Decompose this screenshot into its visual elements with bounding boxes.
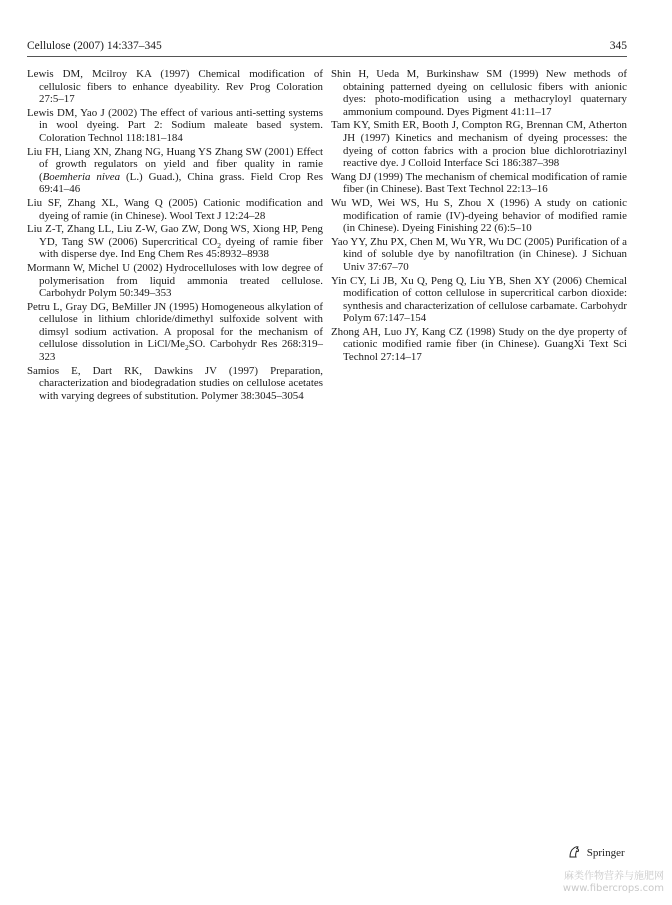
reference-entry: Wang DJ (1999) The mechanism of chemical modification of ramie fiber (in Chinese). Bast Text Technol 22:13–16 — [331, 170, 627, 196]
reference-text: Liu FH, Liang XN, Zhang NG, Huang YS Zhang SW (2001) Effect of growth regulators on yield and fiber quality in ramie ( — [27, 145, 323, 183]
species-name: Boemheria nivea — [42, 170, 121, 183]
watermark-site-name: 麻类作物营养与施肥网 — [564, 871, 664, 882]
reference-entry: Samios E, Dart RK, Dawkins JV (1997) Preparation, characterization and biodegradation studies on cellulose acetates with varying degrees of substitution. Polymer 38:3045–3054 — [27, 364, 323, 402]
reference-text: Petru L, Gray DG, BeMiller JN (1995) Homogeneous alkylation of cellulose in lithium chloride/dimethyl sulfoxide solvent with dimsyl sodium activation. A proposal for the mechanism of cellulose dissolution in LiCl/Me — [27, 300, 323, 351]
reference-entry: Tam KY, Smith ER, Booth J, Compton RG, Brennan CM, Atherton JH (1997) Kinetics and mechanism of dyeing processes: the dyeing of cotton fabrics with a procion blue dichlorotriazinyl reactive dye. J Colloid Interface Sci 186:387–398 — [331, 119, 627, 170]
running-header — [27, 38, 627, 54]
springer-horse-icon — [567, 845, 581, 859]
reference-entry — [27, 146, 323, 196]
references-left-column — [27, 68, 323, 403]
subscript: 2 — [217, 240, 221, 250]
watermark-url: www.fibercrops.com — [562, 883, 664, 894]
reference-text: (L.) Guad.), China grass. Field Crop Res 69:41–46 — [39, 170, 323, 196]
reference-entry: Shin H, Ueda M, Burkinshaw SM (1999) New methods of obtaining patterned dyeing on cellulosic fibers with anionic dyes: photo-modification using a methacryloyl quaternary ammonium compound. Dyes Pigment 41:11–17 — [331, 68, 627, 118]
references-right-column — [331, 68, 627, 365]
publisher-name: Springer — [586, 847, 625, 859]
reference-text: SO. Carbohydr Res 268:319–323 — [39, 338, 323, 364]
reference-entry — [27, 301, 323, 364]
reference-entry — [27, 223, 323, 261]
reference-entry: Yao YY, Zhu PX, Chen M, Wu YR, Wu DC (2005) Purification of a kind of soluble dye by nanofiltration (in Chinese). J Sichuan Univ 37:67–70 — [331, 235, 627, 273]
reference-text: Liu Z-T, Zhang LL, Liu Z-W, Gao ZW, Dong WS, Xiong HP, Peng YD, Tang SW (2006) Supercritical CO — [27, 223, 323, 248]
reference-entry: Zhong AH, Luo JY, Kang CZ (1998) Study on the dye property of cationic modified ramie fiber (in Chinese). GuangXi Text Sci Technol 27:14–17 — [331, 325, 627, 364]
page-number: 345 — [609, 40, 627, 52]
header-rule — [27, 56, 627, 57]
subscript: 2 — [185, 343, 189, 353]
reference-text: dyeing of ramie fiber with disperse dye. Ind Eng Chem Res 45:8932–8938 — [39, 235, 324, 261]
watermark — [504, 871, 664, 895]
reference-entry: Mormann W, Michel U (2002) Hydrocelluloses with low degree of polymerisation from liquid ammonia treated cellulose. Carbohydr Polym 50:349–353 — [27, 261, 323, 300]
reference-entry: Yin CY, Li JB, Xu Q, Peng Q, Liu YB, Shen XY (2006) Chemical modification of cotton cellulose in supercritical carbon dioxide: synthesis and characterization of cellulose carbamate. Carbohydr Polym 67:147–154 — [331, 274, 627, 325]
journal-citation: Cellulose (2007) 14:337–345 — [27, 40, 162, 52]
reference-entry: Lewis DM, Mcilroy KA (1997) Chemical modification of cellulosic fibers to enhance dyeability. Rev Prog Coloration 27:5–17 — [27, 68, 323, 106]
reference-entry: Liu SF, Zhang XL, Wang Q (2005) Cationic modification and dyeing of ramie (in Chinese). Wool Text J 12:24–28 — [27, 196, 323, 222]
publisher-logo — [567, 845, 625, 861]
reference-entry: Lewis DM, Yao J (2002) The effect of various anti-setting systems in wool dyeing. Part 2: Sodium maleate based system. Coloration Technol 118:181–184 — [27, 106, 323, 144]
reference-entry: Wu WD, Wei WS, Hu S, Zhou X (1996) A study on cationic modification of ramie (IV)-dyeing behavior of modified ramie (in Chinese). Dyeing Finishing 22 (6):5–10 — [331, 196, 627, 235]
